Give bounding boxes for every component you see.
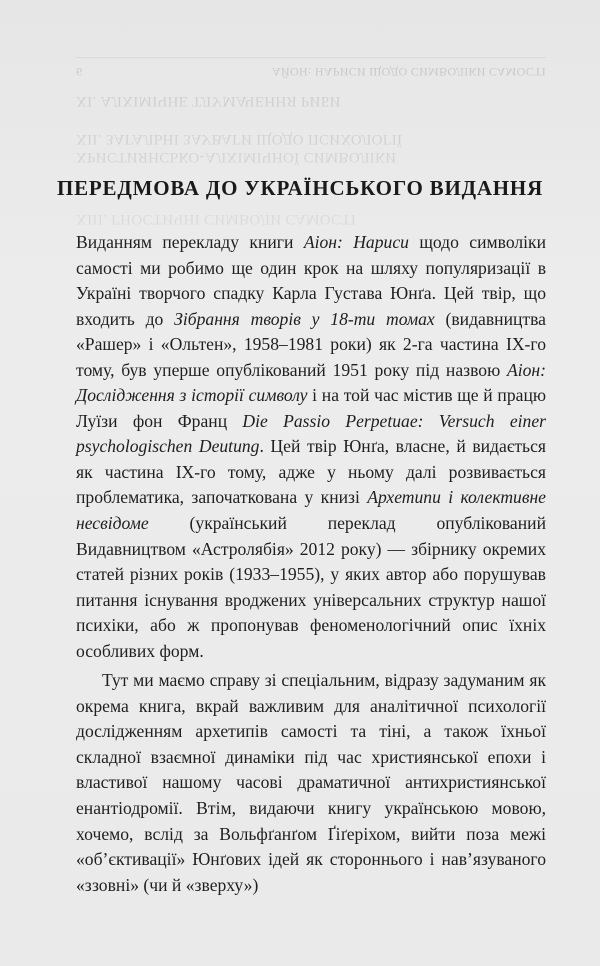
paragraph-2: Тут ми маємо справу зі спеціальним, відразу задуманим як окрема книга, вкрай важливим для аналітичної психології дослідженням архетипів самості та тіні, а також їхньої складної взаємної динаміки під час християнської епохи і властивої нашому часові драматичної антихристиянської енантіодромії. Втім, видаючи книгу українською мовою, хочемо, вслід за Вольфґанґом Ґіґеріхом, вийти поза межі «об’єктивації» Юнґових ідей як стороннього і нав’язуваного «ззовні» (чи й «зверху»): [76, 670, 546, 895]
bleed-through-header: [76, 57, 546, 79]
bleed-through-line: ХІ. АЛХІМІЧНЕ ТЛУМАЧЕННЯ РИБИ: [76, 93, 341, 109]
bleed-through-line: ХРИСТИЯНСЬКО-АЛХІМІЧНОЇ СИМВОЛІКИ: [76, 149, 397, 165]
text-run: (український переклад опублікований Видавництвом «Астролябія» 2012 року) — збірнику окремих статей різних років (1933–1955), у яких автор або порушував питання існування вроджених універсальних структур нашої психіки, або ж пропонував феноменологічний опис їхніх особливих форм.: [76, 513, 546, 661]
bleed-through-line: ХІІ. ЗАГАЛЬНІ ЗАУВАГИ ЩОДО ПСИХОЛОГІЇ: [76, 131, 403, 147]
body-text: [76, 230, 546, 898]
italic-title: Аіон: Дослідження з історії символу: [76, 359, 546, 406]
italic-title: Die Passio Perpetuae: Versuch einer psychologischen Deutung: [76, 410, 546, 457]
italic-title: Аіон: Нариси: [303, 232, 409, 252]
text-run: . Цей твір Юнґа, власне, й видається як частина IX-го тому, адже у ньому далі розвивається проблематика, започаткована у книзі: [76, 436, 546, 508]
bleed-through-line: ХІІІ. ГНОСТИЧНІ СИМВОЛИ САМОСТІ: [76, 211, 357, 227]
bleed-running-head: АЙОН: НАРИСИ ЩОДО СИМВОЛІКИ САМОСТІ: [272, 65, 546, 79]
paragraph-1: [76, 230, 546, 664]
italic-title: Архетипи і колективне несвідоме: [76, 487, 546, 534]
text-run: Виданням перекладу книги: [76, 232, 304, 252]
bleed-page-number: 6: [76, 65, 83, 79]
text-run: (видавництва «Рашер» і «Ольтен», 1958–1981 роки) як 2-га частина IX-го тому, був уперше опублікований 1951 року під назвою: [76, 308, 546, 380]
italic-title: Зібрання творів у 18-ти томах: [174, 308, 435, 329]
text-run: щодо символіки самості ми робимо ще один крок на шляху популяризації в Україні творчого спадку Карла Густава Юнґа. Цей твір, що входить до: [76, 232, 547, 329]
text-run: і на той час містив ще й працю Луїзи фон Франц: [76, 385, 547, 431]
chapter-heading: ПЕРЕДМОВА ДО УКРАЇНСЬКОГО ВИДАННЯ: [56, 176, 544, 200]
